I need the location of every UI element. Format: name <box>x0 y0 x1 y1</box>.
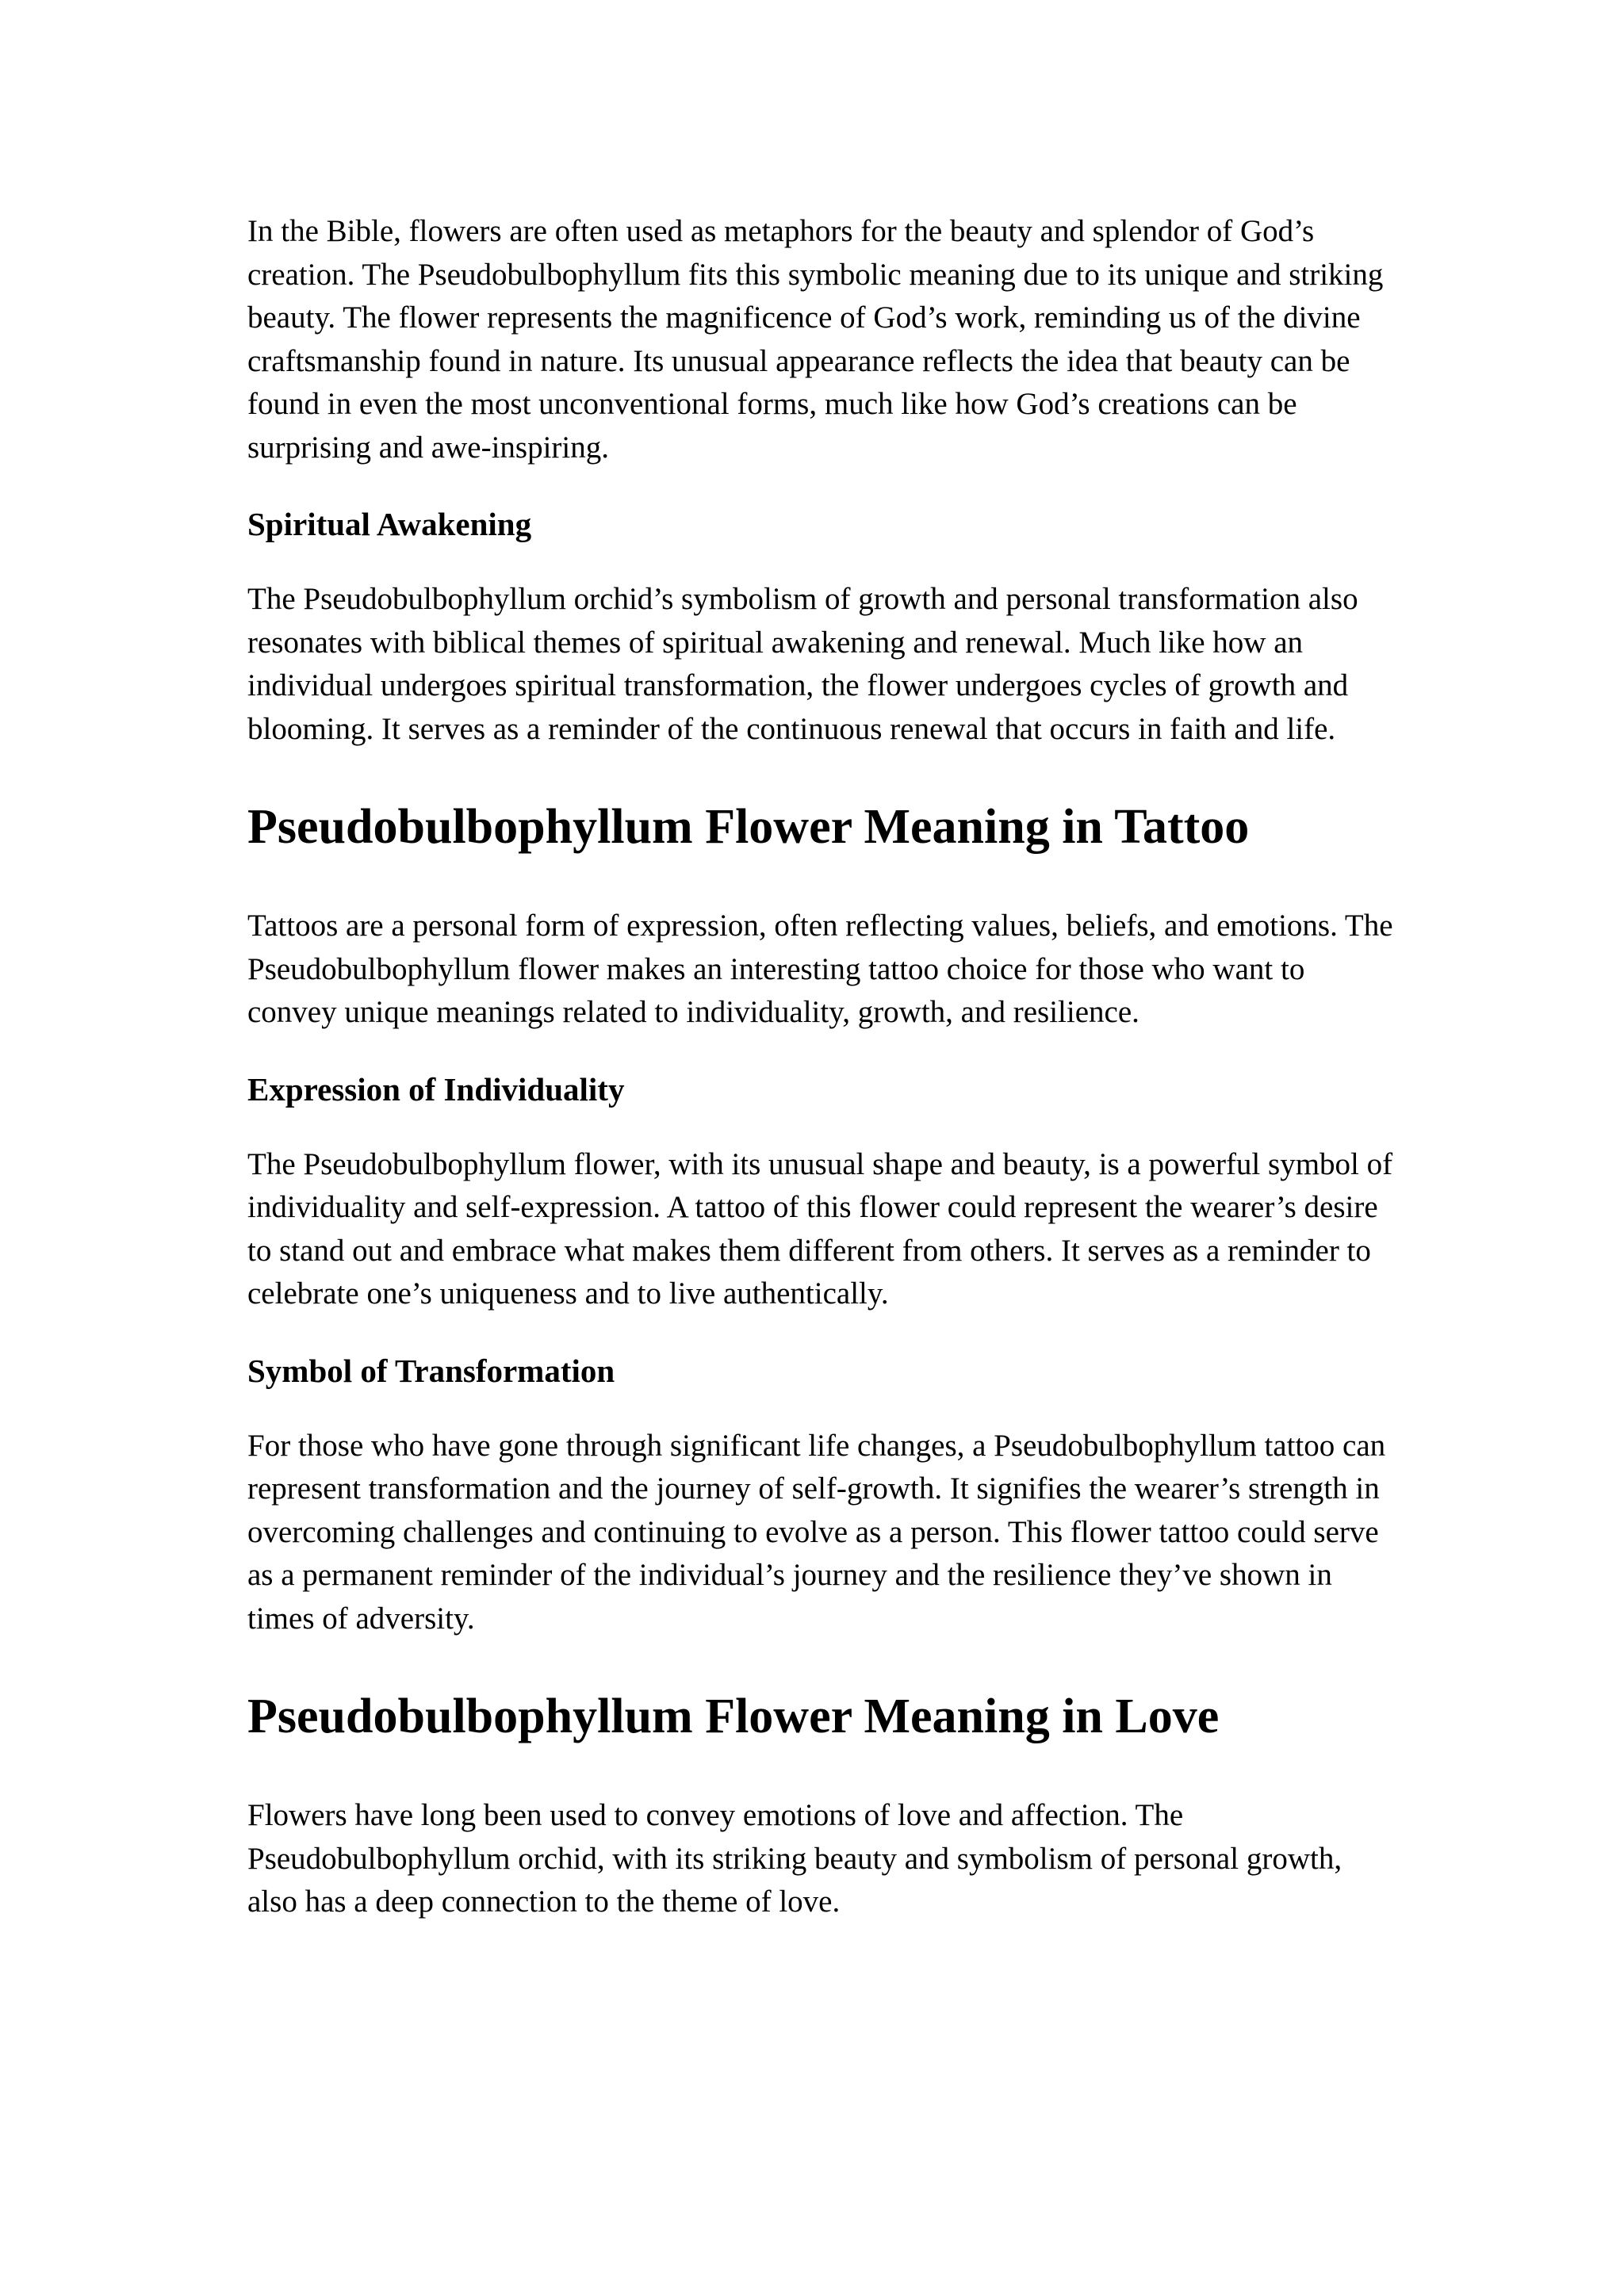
subheading-symbol-of-transformation: Symbol of Transformation <box>247 1352 615 1389</box>
heading-meaning-in-tattoo: Pseudobulbophyllum Flower Meaning in Tattoo <box>247 800 1250 854</box>
document-content <box>247 210 1393 1924</box>
paragraph-love-intro: Flowers have long been used to convey emotions of love and affection. The Pseudobulbophyllum orchid, with its striking beauty and symbolism of personal growth, also has a deep connection to the theme of love. <box>247 1798 1342 1919</box>
paragraph-bible-beauty: In the Bible, flowers are often used as metaphors for the beauty and splendor of God’s creation. The Pseudobulbophyllum fits this symbolic meaning due to its unique and striking beauty. The flower represents the magnificence of God’s work, reminding us of the divine craftsmanship found in nature. Its unusual appearance reflects the idea that beauty can be found in even the most unconventional forms, much like how God’s creations can be surprising and awe-inspiring. <box>247 214 1384 465</box>
paragraph-expression-of-individuality: The Pseudobulbophyllum flower, with its unusual shape and beauty, is a powerful symbol of individuality and self-expression. A tattoo of this flower could represent the wearer’s desire to stand out and embrace what makes them different from others. It serves as a reminder to celebrate one’s uniqueness and to live authentically. <box>247 1146 1393 1311</box>
subheading-expression-of-individuality: Expression of Individuality <box>247 1070 625 1108</box>
paragraph-symbol-of-transformation: For those who have gone through significant life changes, a Pseudobulbophyllum tattoo can represent transformation and the journey of self-growth. It signifies the wearer’s strength in overcoming challenges and continuing to evolve as a person. This flower tattoo could serve as a permanent reminder of the individual’s journey and the resilience they’ve shown in times of adversity. <box>247 1428 1386 1636</box>
paragraph-tattoo-intro: Tattoos are a personal form of expression, often reflecting values, beliefs, and emotions. The Pseudobulbophyllum flower makes an interesting tattoo choice for those who want to convey unique meanings related to individuality, growth, and resilience. <box>247 909 1393 1029</box>
subheading-spiritual-awakening: Spiritual Awakening <box>247 506 532 542</box>
paragraph-spiritual-awakening: The Pseudobulbophyllum orchid’s symbolism of growth and personal transformation also resonates with biblical themes of spiritual awakening and renewal. Much like how an individual undergoes spiritual transformation, the flower undergoes cycles of growth and blooming. It serves as a reminder of the continuous renewal that occurs in faith and life. <box>247 582 1358 746</box>
heading-meaning-in-love: Pseudobulbophyllum Flower Meaning in Love <box>247 1689 1220 1743</box>
